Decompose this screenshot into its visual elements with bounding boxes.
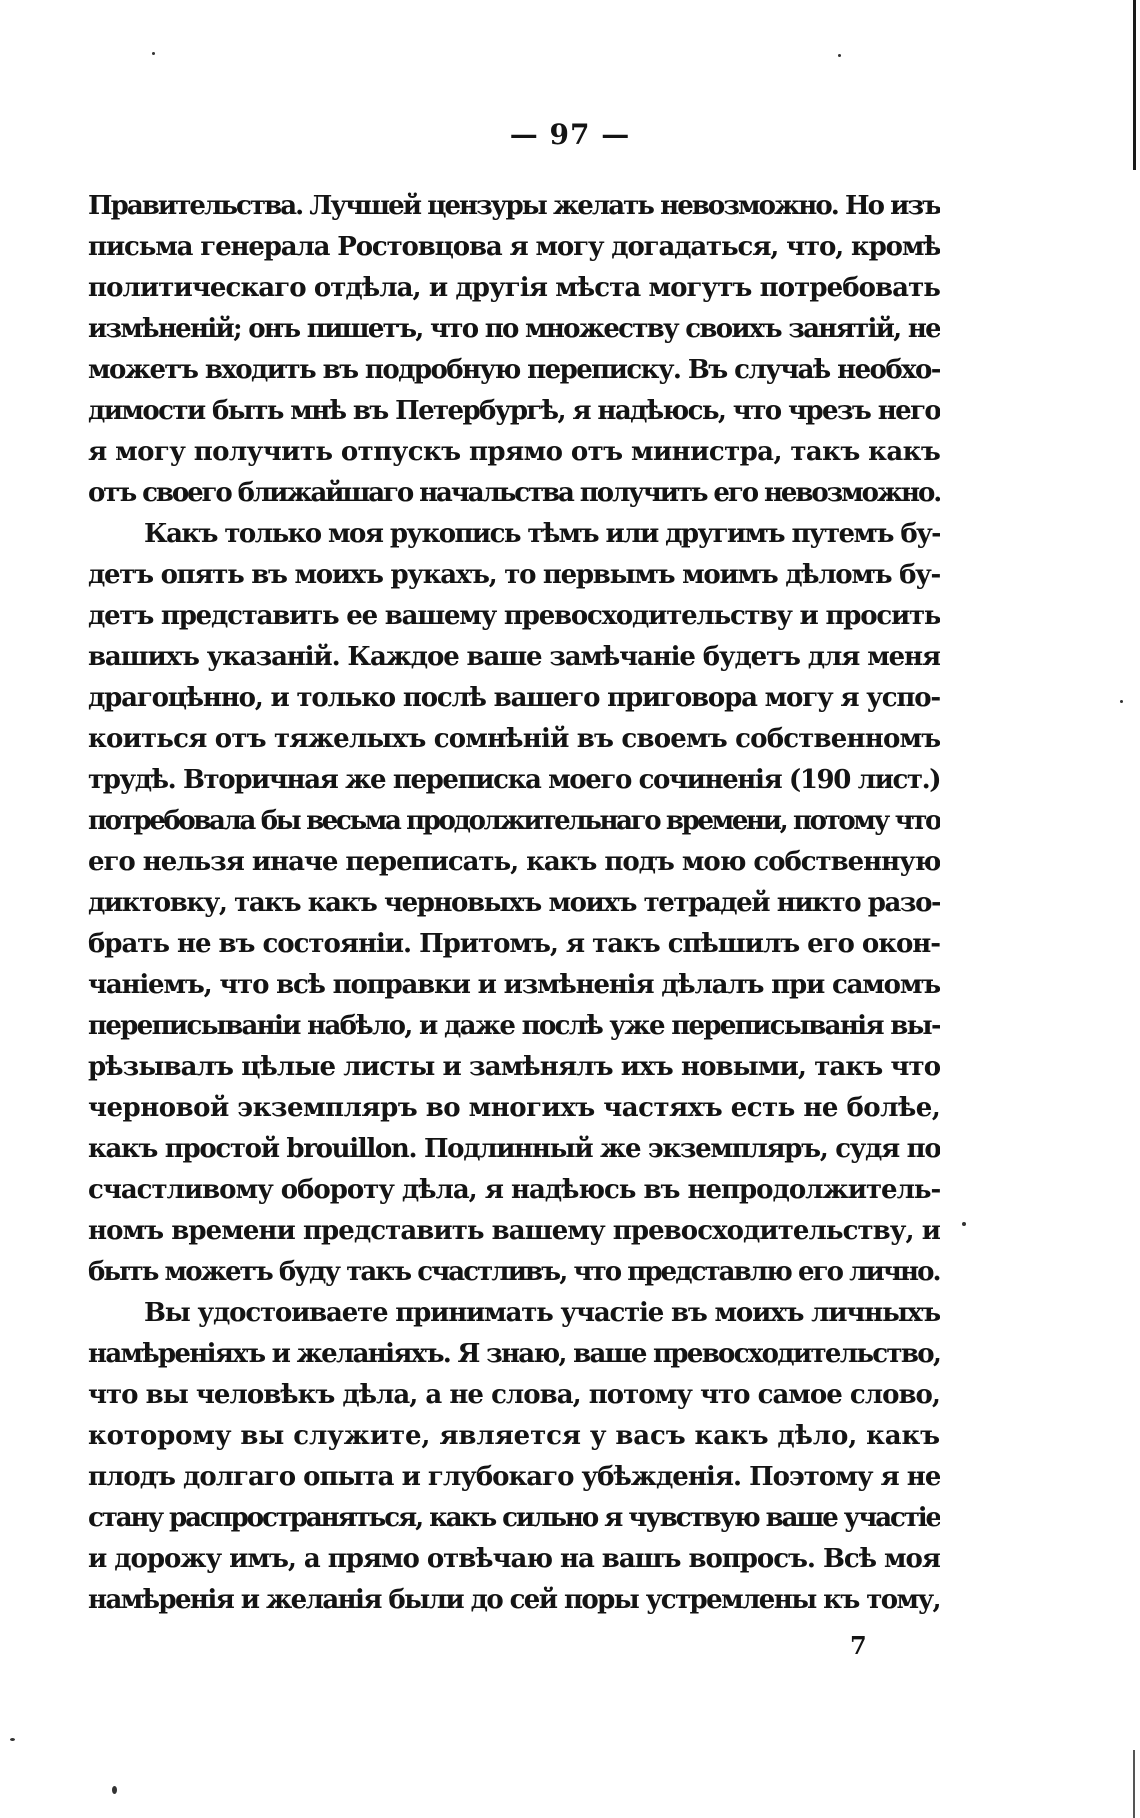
text-line: димости быть мнѣ въ Петербургѣ, я надѣюсь, что чрезъ него — [88, 396, 940, 426]
text-line: переписываніи набѣло, и даже послѣ уже переписыванія вы- — [88, 1011, 940, 1041]
text-line: и дорожу имъ, а прямо отвѣчаю на вашъ вопросъ. Всѣ моя — [88, 1544, 940, 1574]
ink-speck — [1120, 700, 1123, 703]
text-line: намѣреніяхъ и желаніяхъ. Я знаю, ваше превосходительство, — [88, 1339, 940, 1369]
text-line: рѣзывалъ цѣлые листы и замѣнялъ ихъ новыми, такъ что — [88, 1052, 940, 1082]
page-edge-rule-lower — [1133, 1750, 1135, 1818]
text-line: политическаго отдѣла, и другія мѣста могутъ потребовать — [88, 273, 940, 303]
text-line: его нельзя иначе переписать, какъ подъ мою собственную — [88, 847, 940, 877]
text-line: можетъ входить въ подробную переписку. Въ случаѣ необхо- — [88, 355, 940, 385]
text-line: я могу получить отпускъ прямо отъ министра, такъ какъ — [88, 437, 940, 467]
text-line: чаніемъ, что всѣ поправки и измѣненія дѣлалъ при самомъ — [88, 970, 940, 1000]
text-line: какъ простой brouillon. Подлинный же экземпляръ, судя по — [88, 1134, 940, 1164]
page-number-header: — 97 — — [509, 118, 631, 151]
text-line: плодъ долгаго опыта и глубокаго убѣжденія. Поэтому я не — [88, 1462, 940, 1492]
text-line: письма генерала Ростовцова я могу догадаться, что, кромѣ — [88, 232, 940, 262]
text-line: драгоцѣнно, и только послѣ вашего приговора могу я успо- — [88, 683, 940, 713]
text-line: что вы человѣкъ дѣла, а не слова, потому что самое слово, — [88, 1380, 940, 1410]
text-line: быть можетъ буду такъ счастливъ, что представлю его лично. — [88, 1257, 940, 1287]
text-line: детъ представить ее вашему превосходительству и просить — [88, 601, 940, 631]
paragraph-3 — [88, 1293, 940, 1621]
ink-speck — [152, 52, 155, 55]
text-line: намѣренія и желанія были до сей поры устремлены къ тому, — [88, 1585, 940, 1615]
text-line: коиться отъ тяжелыхъ сомнѣній въ своемъ собственномъ — [88, 724, 940, 754]
ink-speck — [962, 1222, 966, 1226]
text-line: которому вы служите, является у васъ какъ дѣло, какъ — [88, 1421, 940, 1451]
paragraph-2 — [88, 514, 940, 1293]
body-text — [88, 186, 940, 1621]
paragraph-1 — [88, 186, 940, 514]
text-line: счастливому обороту дѣла, я надѣюсь въ непродолжитель- — [88, 1175, 940, 1205]
text-line: Вы удостоиваете принимать участіе въ моихъ личныхъ — [144, 1298, 940, 1328]
text-line: вашихъ указаній. Каждое ваше замѣчаніе будетъ для меня — [88, 642, 940, 672]
text-line: потребовала бы весьма продолжительнаго времени, потому что — [88, 806, 940, 836]
text-line: стану распространяться, какъ сильно я чувствую ваше участіе — [88, 1503, 940, 1533]
text-line: измѣненій; онъ пишетъ, что по множеству своихъ занятій, не — [88, 314, 940, 344]
text-line: брать не въ состояніи. Притомъ, я такъ спѣшилъ его окон- — [88, 929, 940, 959]
text-line: детъ опять въ моихъ рукахъ, то первымъ моимъ дѣломъ бу- — [88, 560, 940, 590]
ink-speck — [838, 54, 841, 57]
ink-speck — [10, 1738, 15, 1741]
text-line: номъ времени представить вашему превосходительству, и — [88, 1216, 940, 1246]
signature-mark: 7 — [850, 1631, 867, 1660]
text-line: отъ своего ближайшаго начальства получить его невозможно. — [88, 478, 940, 508]
text-line: черновой экземпляръ во многихъ частяхъ есть не болѣе, — [88, 1093, 940, 1123]
text-line: трудѣ. Вторичная же переписка моего сочиненія (190 лист.) — [88, 765, 940, 795]
text-line: диктовку, такъ какъ черновыхъ моихъ тетрадей никто разо- — [88, 888, 940, 918]
ink-speck — [112, 1786, 117, 1794]
text-line: Какъ только моя рукопись тѣмъ или другимъ путемъ бу- — [144, 519, 940, 549]
text-line: Правительства. Лучшей цензуры желать невозможно. Но изъ — [88, 191, 940, 221]
